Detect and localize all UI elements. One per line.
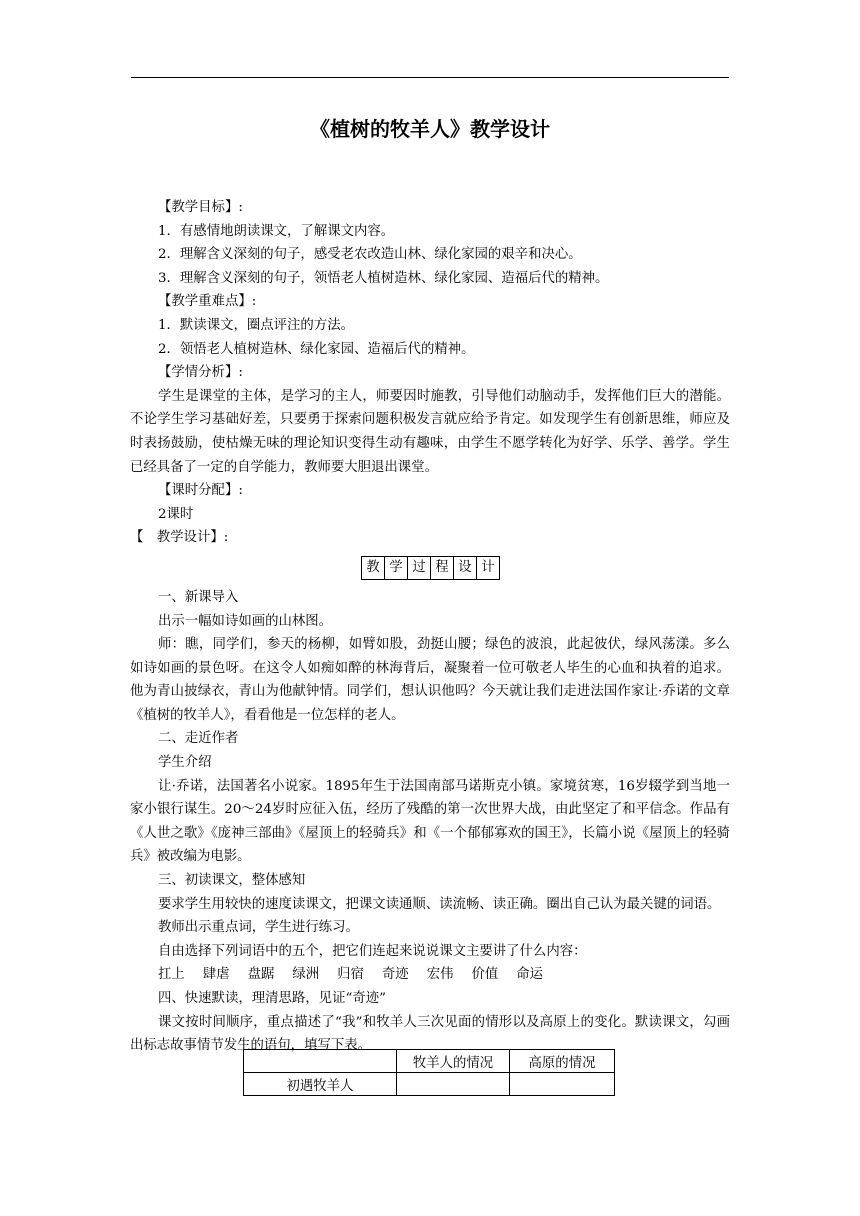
time-heading: 【课时分配】: bbox=[158, 483, 243, 499]
word-item: 肆虐 bbox=[202, 967, 230, 983]
key-item: 1．默读课文，圈点评注的方法。 bbox=[158, 317, 354, 333]
section-heading: 三、初读课文，整体感知 bbox=[158, 873, 306, 889]
time-value: 2课时 bbox=[158, 506, 194, 522]
process-box: 设 bbox=[453, 556, 477, 580]
word-item: 命运 bbox=[516, 967, 544, 983]
header-rule bbox=[131, 77, 729, 78]
analysis-paragraph: 学生是课堂的主体，是学习的主人，师要因时施教，引导他们动脑动手，发挥他们巨大的潜能。不论学生学习基础好差，只要勇于探索问题积极发言就应给予肯定。如发现学生有创新思维，师应及时表扬鼓励，使枯燥无味的理论知识变得生动有趣味，由学生不愿学转化为好学、乐学、善学。学生已经具备了一定的自学能力，教师要大胆退出课堂。 bbox=[130, 388, 730, 475]
paragraph-line: 出示一幅如诗如画的山林图。 bbox=[158, 613, 333, 629]
section-heading: 四、快速默读，理清思路，见证“奇迹” bbox=[158, 991, 386, 1006]
paragraph-line: 学生介绍 bbox=[158, 755, 212, 771]
table-cell bbox=[397, 1073, 510, 1096]
paragraph-line: 教师出示重点词，学生进行练习。 bbox=[158, 920, 359, 936]
meeting-table bbox=[243, 1049, 615, 1096]
table-header-cell bbox=[244, 1050, 397, 1073]
table-header-cell: 高原的情况 bbox=[510, 1050, 615, 1073]
goals-heading: 【教学目标】: bbox=[158, 200, 243, 215]
intro-paragraph: 师：瞧，同学们，参天的杨柳，如臂如股，劲挺山腰；绿色的波浪，此起彼伏，绿风荡漾。多么如诗如画的景色呀。在这令人如痴如醉的林海背后，凝聚着一位可敬老人毕生的心血和执着的追求。他为青山披绿衣，青山为他献钟情。同学们，想认识他吗？今天就让我们走进法国作家让·乔诺的文章《植树的牧羊人》，看看他是一位怎样的老人。 bbox=[130, 637, 730, 723]
analysis-heading: 【学情分析】: bbox=[158, 365, 243, 381]
word-list bbox=[130, 963, 730, 987]
process-box: 程 bbox=[430, 556, 454, 580]
process-box: 教 bbox=[361, 556, 385, 580]
word-item: 绿洲 bbox=[292, 967, 320, 983]
goal-item: 3．理解含义深刻的句子，领悟老人植树造林、绿化家园、造福后代的精神。 bbox=[158, 270, 609, 286]
sequence-paragraph: 课文按时间顺序，重点描述了“我”和牧羊人三次见面的情形以及高原上的变化。默读课文，勾画出标志故事情节发生的语句，填写下表。 bbox=[130, 1014, 730, 1054]
paragraph-line: 自由选择下列词语中的五个，把它们连起来说说课文主要讲了什么内容： bbox=[158, 943, 587, 959]
process-box: 学 bbox=[384, 556, 408, 580]
key-heading: 【教学重难点】: bbox=[158, 294, 257, 310]
design-heading: 【 教学设计】: bbox=[130, 530, 229, 546]
author-paragraph: 让·乔诺，法国著名小说家。1895年生于法国南部马诺斯克小镇。家境贫寒，16岁辍学到当地一家小银行谋生。20～24岁时应征入伍，经历了残酷的第一次世界大战，由此坚定了和平信念。作品有《人世之歌》《庞神三部曲》《屋顶上的轻骑兵》和《一个郁郁寡欢的国王》，长篇小说《屋顶上的轻骑兵》被改编为电影。 bbox=[130, 778, 730, 865]
word-item: 宏伟 bbox=[426, 967, 454, 983]
table-header-cell: 牧羊人的情况 bbox=[397, 1050, 510, 1073]
word-item: 奇迹 bbox=[381, 967, 409, 983]
key-item: 2．领悟老人植树造林、绿化家园、造福后代的精神。 bbox=[158, 341, 475, 357]
document-body bbox=[130, 196, 730, 1058]
process-box: 计 bbox=[476, 556, 500, 580]
table-cell: 初遇牧羊人 bbox=[244, 1073, 397, 1096]
section-heading: 二、走近作者 bbox=[158, 731, 239, 747]
word-item: 盘踞 bbox=[247, 967, 275, 983]
section-heading: 一、新课导入 bbox=[158, 589, 239, 605]
page-title: 《植树的牧羊人》教学设计 bbox=[310, 117, 550, 141]
word-item: 扛上 bbox=[158, 967, 185, 983]
table-row bbox=[244, 1073, 615, 1096]
process-title-boxes bbox=[130, 556, 730, 586]
table-header-row bbox=[244, 1050, 615, 1073]
reading-paragraph: 要求学生用较快的速度读课文，把课文读通顺、读流畅、读正确。圈出自己认为最关键的词语。 bbox=[158, 896, 721, 912]
goal-item: 2．理解含义深刻的句子，感受老农改造山林、绿化家园的艰辛和决心。 bbox=[158, 247, 582, 263]
goal-item: 1．有感情地朗读课文，了解课文内容。 bbox=[158, 223, 395, 239]
word-item: 归宿 bbox=[337, 967, 364, 983]
table-cell bbox=[510, 1073, 615, 1096]
word-item: 价值 bbox=[471, 967, 499, 983]
process-box: 过 bbox=[407, 556, 431, 580]
